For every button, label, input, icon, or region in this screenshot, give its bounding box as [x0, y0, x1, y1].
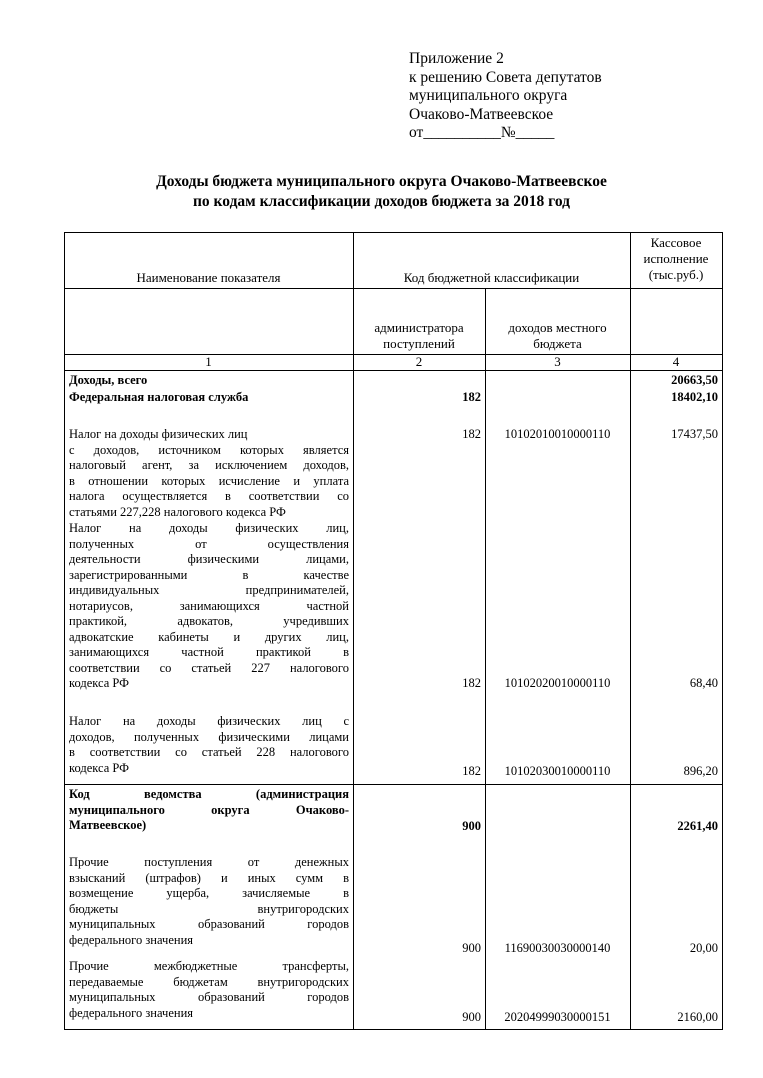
table-rule: [64, 370, 723, 371]
description-line: Налог на доходы физических лиц с: [69, 714, 349, 728]
description-line: муниципальных образований городов: [69, 917, 349, 931]
description-line: кодекса РФ: [69, 676, 129, 690]
description-line: деятельности физическими лицами,: [69, 552, 349, 566]
description-line: доходов, полученных физическими лицами: [69, 729, 349, 744]
description-line: практикой, адвокатов, учредивших: [69, 614, 349, 628]
description-line: полученных от осуществления: [69, 536, 349, 551]
description-line: Налог на доходы физических лиц: [69, 427, 248, 441]
fines-income-code: 11690030030000140: [504, 941, 611, 955]
table-rule: [64, 232, 723, 233]
header-income-line: бюджета: [533, 336, 582, 351]
ndfl-article228-amount: 896,20: [683, 764, 718, 778]
description-line: нотариусов, занимающихся частной: [69, 598, 349, 613]
table-rule: [64, 232, 65, 1030]
header-execution-line: Кассовое: [650, 235, 702, 250]
header-execution-line: исполнение: [643, 251, 709, 266]
column-number: 3: [554, 354, 561, 369]
ndfl-private-practice-admin-code: 182: [462, 676, 481, 690]
total-income-label: Доходы, всего: [69, 373, 148, 387]
ndfl-private-practice-income-code: 10102020010000110: [504, 676, 611, 690]
department-admin-code: 900: [462, 819, 481, 833]
ndfl-private-practice-amount: 68,40: [689, 676, 718, 690]
ndfl-private-practice-description: [69, 521, 349, 692]
table-rule: [64, 784, 723, 785]
appendix-line: от__________№_____: [409, 124, 555, 142]
description-line: налога осуществляется в соответствии со: [69, 489, 349, 503]
department-amount: 2261,40: [677, 819, 718, 833]
ndfl-agent-income-code: 10102010010000110: [504, 427, 611, 441]
description-line: муниципальных образований городов: [69, 990, 349, 1004]
fns-amount: 18402,10: [671, 390, 718, 404]
fns-label: Федеральная налоговая служба: [69, 390, 249, 404]
department-description: [69, 787, 349, 834]
column-number: 4: [672, 354, 680, 369]
description-line: соответствии со статьей 227 налогового: [69, 660, 349, 675]
description-line: бюджеты внутригородских: [69, 901, 349, 916]
description-line: налоговый агент, за исключением доходов,: [69, 458, 349, 472]
description-line: передаваемые бюджетам внутригородских: [69, 974, 349, 989]
description-line: Код ведомства (администрация: [69, 787, 349, 801]
description-line: возмещение ущерба, зачисляемые в: [69, 886, 349, 900]
description-line: Налог на доходы физических лиц,: [69, 521, 349, 535]
column-number: 2: [415, 354, 423, 369]
transfers-admin-code: 900: [462, 1010, 481, 1024]
ndfl-agent-admin-code: 182: [462, 427, 481, 441]
table-rule: [722, 232, 723, 1030]
description-line: федерального значения: [69, 932, 194, 947]
header-income-line: доходов местного: [508, 320, 607, 335]
document-title: [70, 172, 693, 212]
description-line: в отношении которых исчисление и уплата: [69, 473, 349, 488]
fines-admin-code: 900: [462, 941, 481, 955]
description-line: федерального значения: [69, 1005, 194, 1020]
table-rule: [64, 288, 723, 289]
header-execution: [630, 235, 722, 283]
title-line: Доходы бюджета муниципального округа Очаково-Матвеевское: [156, 173, 607, 190]
table-rule: [630, 232, 631, 1030]
description-line: занимающихся частной практикой в: [69, 645, 349, 659]
description-line: зарегистрированными в качестве: [69, 567, 349, 582]
description-line: статьями 227,228 налогового кодекса РФ: [69, 504, 286, 519]
ndfl-article228-description: [69, 714, 349, 776]
description-line: взысканий (штрафов) и иных сумм в: [69, 870, 349, 885]
column-number: 1: [205, 354, 212, 369]
header-code: Код бюджетной классификации: [403, 270, 580, 285]
title-line: по кодам классификации доходов бюджета за 2018 год: [193, 193, 570, 210]
description-line: кодекса РФ: [69, 760, 129, 775]
fines-description: [69, 855, 349, 948]
transfers-income-code: 20204999030000151: [504, 1010, 611, 1024]
ndfl-article228-income-code: 10102030010000110: [504, 764, 611, 778]
appendix-line: к решению Совета депутатов: [409, 68, 602, 86]
header-administrator-line: поступлений: [383, 336, 455, 351]
ndfl-agent-description: [69, 427, 349, 520]
appendix-note: [409, 50, 602, 143]
description-line: Прочие поступления от денежных: [69, 855, 349, 869]
transfers-amount: 2160,00: [677, 1010, 718, 1024]
description-line: в соответствии со статьей 228 налогового: [69, 745, 349, 759]
description-line: адвокатские кабинеты и других лиц,: [69, 629, 349, 644]
ndfl-agent-amount: 17437,50: [671, 427, 718, 441]
header-income: [485, 320, 630, 352]
total-income-amount: 20663,50: [671, 373, 718, 387]
description-line: Матвеевское): [69, 818, 147, 832]
header-name: Наименование показателя: [136, 270, 281, 285]
header-execution-line: (тыс.руб.): [648, 267, 704, 282]
description-line: индивидуальных предпринимателей,: [69, 583, 349, 597]
description-line: муниципального округа Очаково-: [69, 802, 349, 817]
appendix-line: Очаково-Матвеевское: [409, 105, 554, 123]
table-rule: [64, 1029, 723, 1030]
income-table: [64, 232, 723, 1030]
description-line: Прочие межбюджетные трансферты,: [69, 959, 349, 973]
ndfl-article228-admin-code: 182: [462, 764, 481, 778]
fns-admin-code: 182: [462, 390, 481, 404]
appendix-line: Приложение 2: [409, 50, 504, 67]
table-rule: [485, 288, 486, 1030]
appendix-line: муниципального округа: [409, 87, 568, 105]
header-administrator-line: администратора: [374, 320, 464, 335]
transfers-description: [69, 959, 349, 1021]
fines-amount: 20,00: [689, 941, 718, 955]
description-line: с доходов, источником которых является: [69, 442, 349, 457]
header-administrator: [353, 320, 485, 352]
